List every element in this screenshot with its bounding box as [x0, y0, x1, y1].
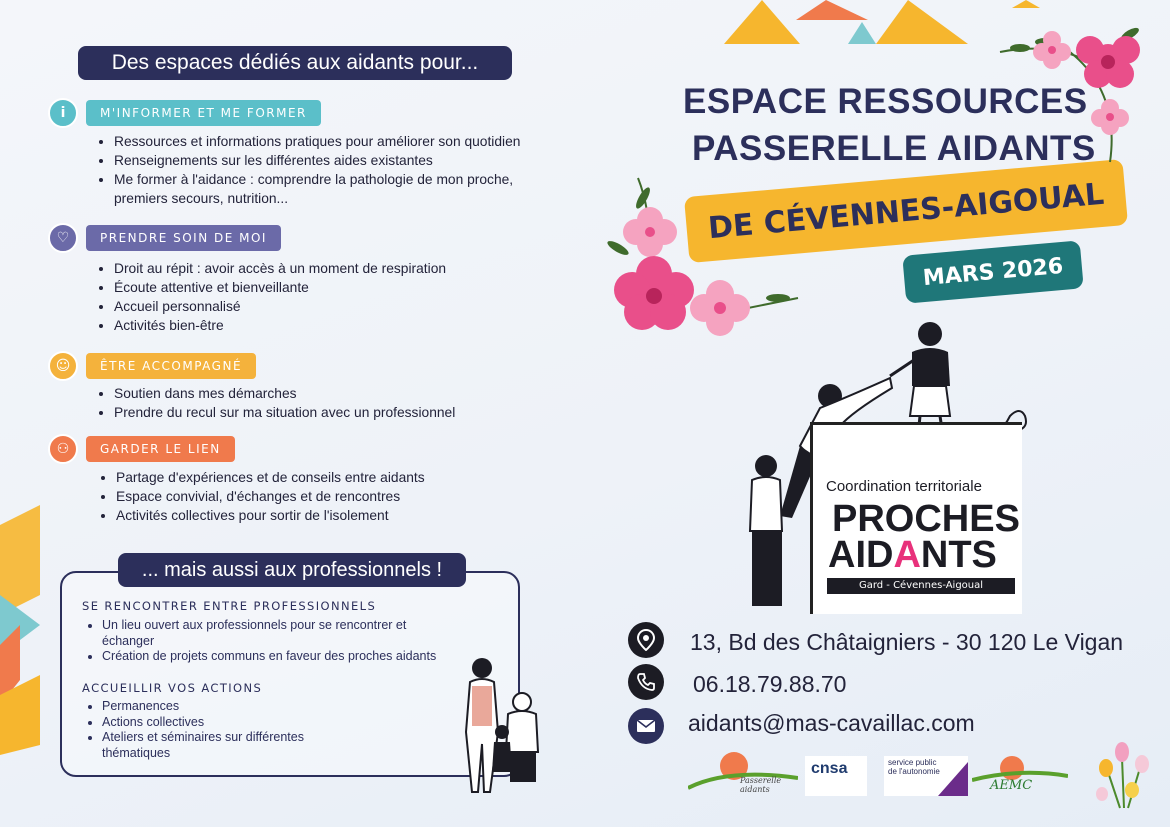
list-item: premiers secours, nutrition... [114, 190, 289, 206]
list-item: • Permanences [102, 699, 304, 715]
section-accompagne-list [98, 385, 455, 423]
list-item: • Droit au répit : avoir accès à un moment de respiration [114, 260, 446, 279]
contact-phone[interactable]: 06.18.79.88.70 [693, 671, 847, 697]
list-item: • Accueil personnalisé [114, 298, 446, 317]
logo-aidants-part: AID [828, 534, 894, 576]
list-item: • Actions collectives [102, 715, 304, 731]
service-public-autonomie-logo [884, 756, 968, 796]
list-item: • Ressources et informations pratiques pour améliorer son quotidien [114, 133, 520, 152]
section-label: PRENDRE SOIN DE MOI [86, 225, 281, 251]
date-badge: MARS 2026 [902, 240, 1084, 303]
tulips-bottom-right [1088, 738, 1158, 810]
aemc-text: AEMC [990, 778, 1033, 793]
logo-aidants-part: NTS [920, 534, 997, 576]
left-edge-decoration [0, 505, 44, 755]
list-item: thématiques [102, 745, 171, 760]
passerelle-aidants-logo [688, 748, 798, 792]
professionals-header: ... mais aussi aux professionnels ! [118, 553, 466, 587]
logo-region-strip: Gard - Cévennes-Aigoual [827, 578, 1015, 594]
passerelle-aidants-text: Passerelle aidants [740, 776, 782, 794]
list-item: • Activités collectives pour sortir de l'isolement [116, 507, 425, 526]
info-icon: i [48, 98, 78, 128]
flowers-top-right [990, 12, 1170, 172]
list-item: • Un lieu ouvert aux professionnels pour se rencontrer et [102, 618, 436, 634]
logo-aidants-text [828, 536, 997, 574]
list-item: • Écoute attentive et bienveillante [114, 279, 446, 298]
group-icon: ⚇ [48, 434, 78, 464]
list-item: • Activités bien-être [114, 317, 446, 336]
aidants-header: Des espaces dédiés aux aidants pour... [78, 46, 512, 80]
list-item: échanger [102, 633, 155, 648]
location-banner: DE CÉVENNES-AIGOUAL [684, 159, 1128, 263]
pro-subheading-accueillir: ACCUEILLIR VOS ACTIONS [82, 681, 263, 695]
logo-proches-text: PROCHES [832, 498, 1020, 540]
professionals-illustration [452, 652, 552, 797]
cnsa-logo [805, 756, 867, 796]
title-line-1: ESPACE RESSOURCES [683, 82, 1088, 121]
spa-text: service public de l'autonomie [888, 758, 940, 776]
list-item: • Création de projets communs en faveur des proches aidants [102, 649, 436, 665]
location-pin-icon [628, 622, 664, 658]
contact-address: 13, Bd des Châtaigniers - 30 120 Le Vigan [690, 629, 1124, 655]
list-item: • Partage d'expériences et de conseils entre aidants [116, 469, 425, 488]
heart-hands-icon: ♡ [48, 223, 78, 253]
logo-coordination-text: Coordination territoriale [826, 478, 982, 495]
list-item: • Prendre du recul sur ma situation avec un professionnel [114, 404, 455, 423]
section-soin-list [98, 260, 446, 336]
list-item: • Ateliers et séminaires sur différentes [102, 730, 304, 746]
section-label: ÊTRE ACCOMPAGNÉ [86, 353, 256, 379]
list-item: • Me former à l'aidance : comprendre la pathologie de mon proche, [114, 171, 520, 190]
email-icon [628, 708, 664, 744]
pro-list-accueillir [86, 699, 304, 761]
contact-email[interactable]: aidants@mas-cavaillac.com [688, 710, 975, 736]
section-label: M'INFORMER ET ME FORMER [86, 100, 321, 126]
phone-icon [628, 664, 664, 700]
pro-list-rencontrer [86, 618, 436, 665]
support-icon: ☺ [48, 351, 78, 381]
section-informer-list [98, 133, 520, 209]
title-line-2: PASSERELLE AIDANTS [692, 129, 1096, 168]
aemc-logo [972, 752, 1068, 796]
section-lien-list [100, 469, 425, 526]
list-item: • Espace convivial, d'échanges et de rencontres [116, 488, 425, 507]
pro-subheading-rencontrer: SE RENCONTRER ENTRE PROFESSIONNELS [82, 599, 377, 613]
list-item: • Soutien dans mes démarches [114, 385, 455, 404]
top-decoration [700, 0, 1040, 48]
list-item: • Renseignements sur les différentes aides existantes [114, 152, 520, 171]
logo-aidants-accent: A [893, 534, 921, 576]
section-label: GARDER LE LIEN [86, 436, 235, 462]
cnsa-text: cnsa [811, 760, 848, 777]
